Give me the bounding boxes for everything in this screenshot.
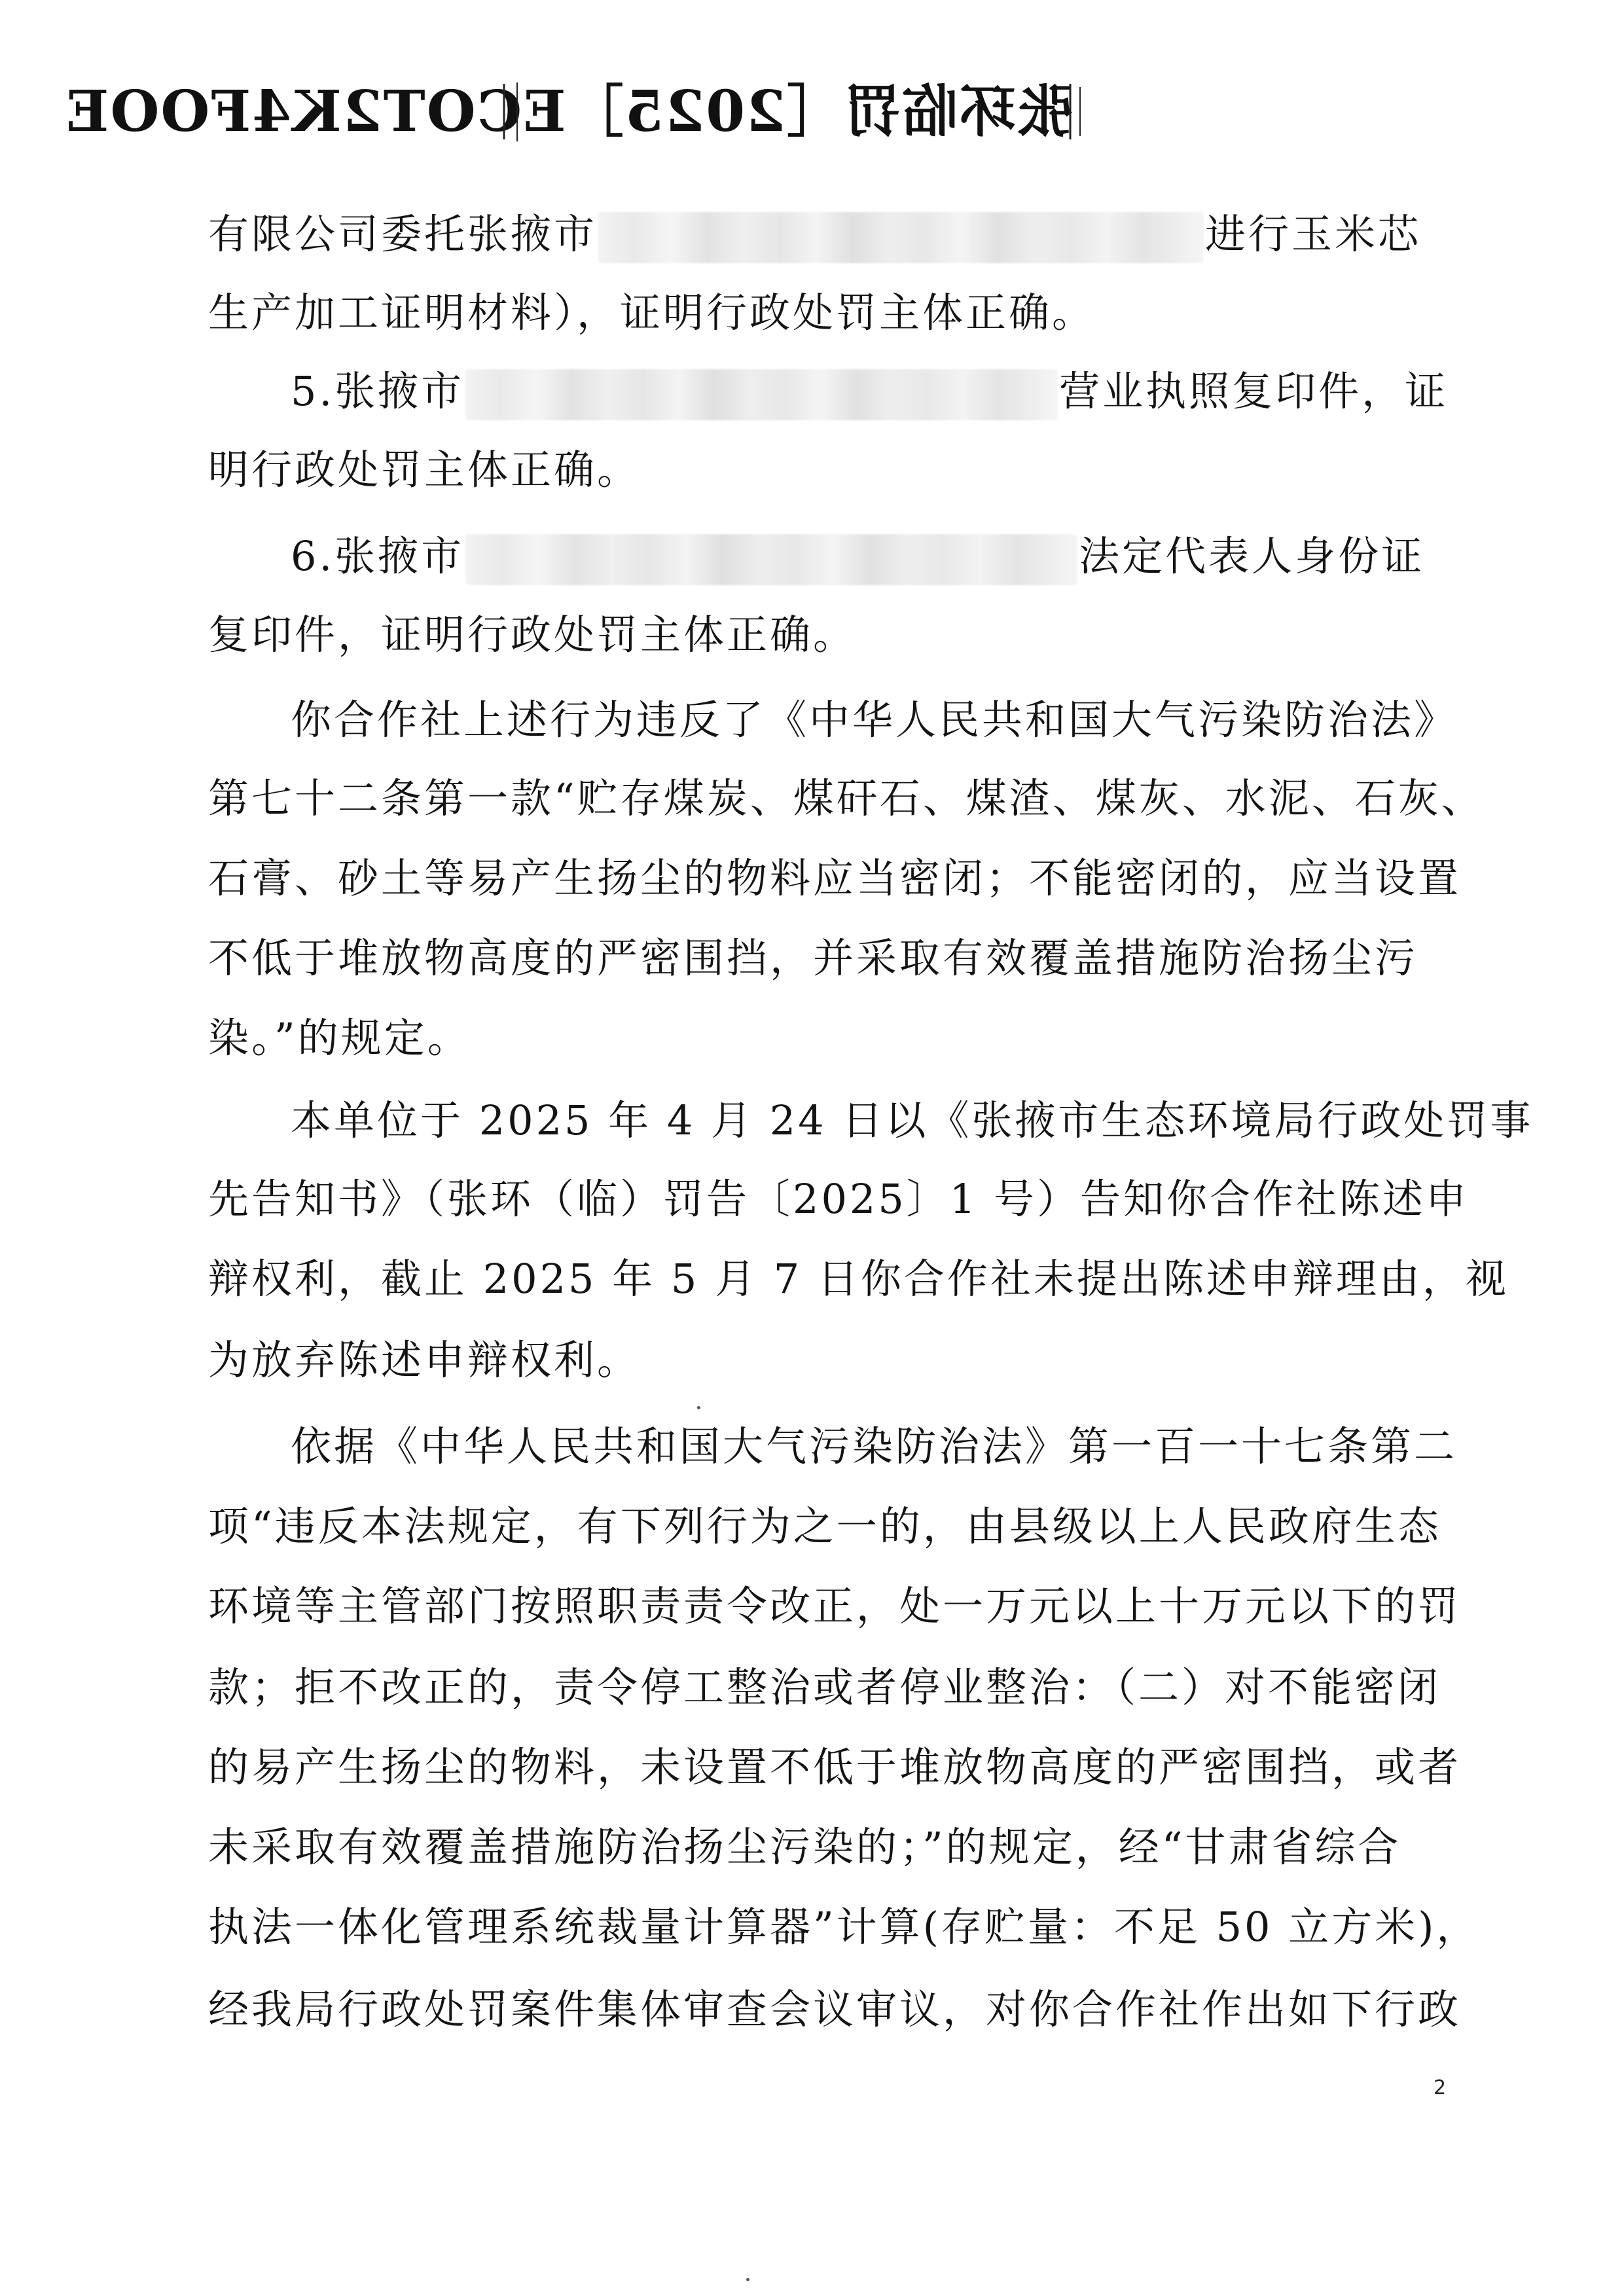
text-line: 项“违反本法规定，有下列行为之一的，由县级以上人民政府生态 xyxy=(208,1502,1441,1550)
text-line xyxy=(291,352,1534,431)
text-line: 本单位于 2025 年 4 月 24 日以《张掖市生态环境局行政处罚事 xyxy=(291,1096,1534,1144)
text-line: 不低于堆放物高度的严密围挡，并采取有效覆盖措施防治扬尘污 xyxy=(208,934,1418,982)
line-text-post: 法定代表人身份证 xyxy=(1079,532,1425,580)
text-line: 石膏、砂土等易产生扬尘的物料应当密闭；不能密闭的，应当设置 xyxy=(208,854,1462,902)
text-line: 生产加工证明材料），证明行政处罚主体正确。 xyxy=(208,289,1096,336)
text-line: 的易产生扬尘的物料，未设置不低于堆放物高度的严密围挡，或者 xyxy=(208,1743,1462,1791)
redacted-block xyxy=(465,369,1058,420)
svg-text:张环临罚［2025］ECOT2K4FOOE: 张环临罚［2025］ECOT2K4FOOE xyxy=(64,79,1074,145)
scan-speck xyxy=(697,1406,700,1409)
redacted-block xyxy=(598,212,1204,263)
line-text-post: 进行玉米芯 xyxy=(1205,210,1422,258)
text-line: 辩权利，截止 2025 年 5 月 7 日你合作社未提出陈述申辩理由，视 xyxy=(208,1255,1509,1303)
text-line xyxy=(291,517,1534,596)
text-line: 明行政处罚主体正确。 xyxy=(208,446,641,494)
line-text-pre: 6.张掖市 xyxy=(291,532,465,580)
text-line: 款；拒不改正的，责令停工整治或者停业整治：（二）对不能密闭 xyxy=(208,1663,1441,1711)
header-stamp xyxy=(64,71,1087,153)
text-line: 为放弃陈述申辩权利。 xyxy=(208,1336,641,1384)
text-line: 先告知书》（张环（临）罚告〔2025〕1 号）告知你合作社陈述申 xyxy=(208,1175,1469,1223)
text-line: 依据《中华人民共和国大气污染防治法》第一百一十七条第二 xyxy=(291,1422,1458,1470)
text-line: 染。”的规定。 xyxy=(208,1014,471,1062)
text-line: 未采取有效覆盖措施防治扬尘污染的；”的规定，经“甘肃省综合 xyxy=(208,1823,1401,1871)
text-line: 你合作社上述行为违反了《中华人民共和国大气污染防治法》 xyxy=(291,696,1458,744)
line-text-post: 营业执照复印件，证 xyxy=(1059,367,1449,415)
line-text-pre: 有限公司委托张掖市 xyxy=(208,210,598,258)
text-line: 经我局行政处罚案件集体审查会议审议，对你合作社作出如下行政 xyxy=(208,1985,1462,2033)
text-line: 复印件，证明行政处罚主体正确。 xyxy=(208,611,857,659)
text-line: 环境等主管部门按照职责责令改正，处一万元以上十万元以下的罚 xyxy=(208,1582,1462,1630)
text-line xyxy=(208,195,1452,274)
page-number: 2 xyxy=(1434,2076,1447,2099)
scan-speck xyxy=(746,2278,749,2281)
text-line: 执法一体化管理系统裁量计算器”计算(存贮量：不足 50 立方米)， xyxy=(208,1903,1480,1951)
text-line: 第七十二条第一款“贮存煤炭、煤矸石、煤渣、煤灰、水泥、石灰、 xyxy=(208,774,1485,822)
line-text-pre: 5.张掖市 xyxy=(291,367,465,415)
redacted-block xyxy=(465,534,1077,585)
